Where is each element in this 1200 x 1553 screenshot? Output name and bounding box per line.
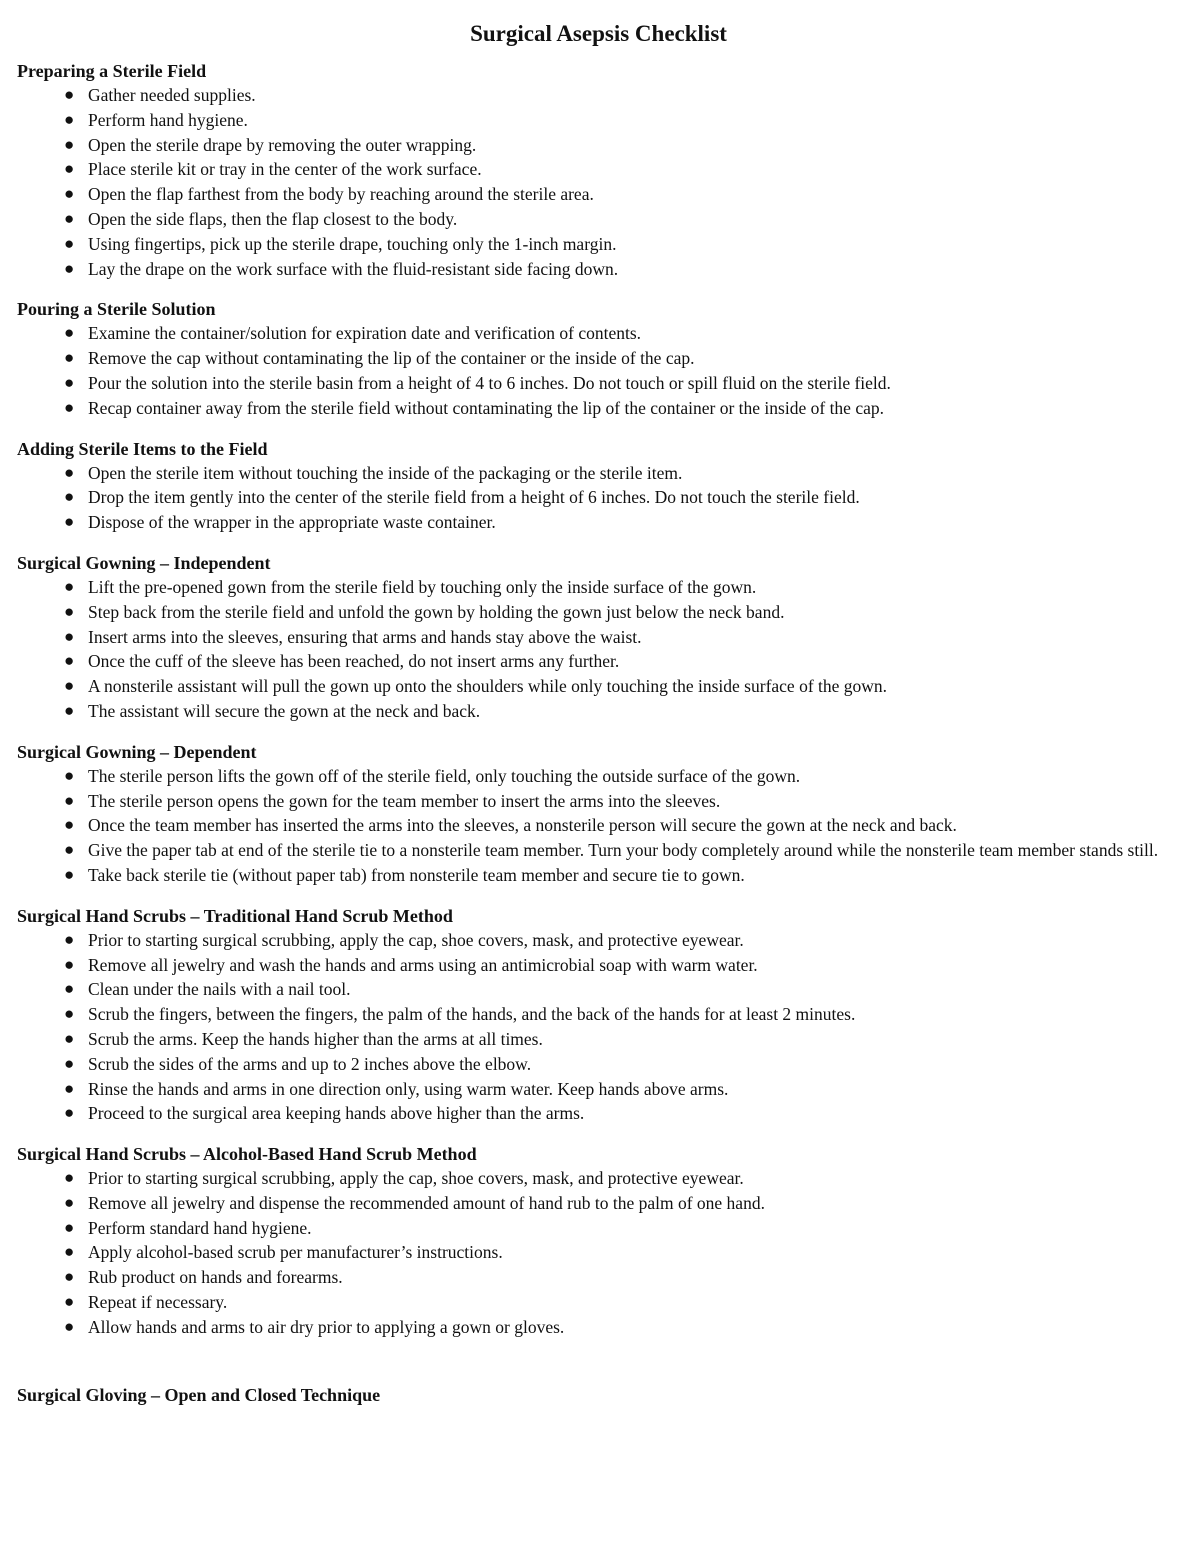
section-heading: Surgical Gloving – Open and Closed Technique: [17, 1384, 381, 1405]
list-item: ● Prior to starting surgical scrubbing, apply the cap, shoe covers, mask, and protective eyewear.: [17, 928, 1180, 953]
list-item: ● Lay the drape on the work surface with the fluid-resistant side facing down.: [17, 257, 1180, 282]
section-hand-scrub-alcohol: [17, 1143, 1180, 1340]
section-hand-scrub-traditional: [17, 905, 1180, 1126]
bullet-icon: ●: [64, 323, 75, 343]
checklist: [17, 1166, 1180, 1340]
checklist: [17, 321, 1180, 420]
bullet-icon: ●: [64, 815, 75, 835]
section-heading: Preparing a Sterile Field: [17, 61, 207, 81]
bullet-icon: ●: [64, 159, 75, 179]
bullet-icon: ●: [64, 1192, 75, 1212]
list-item: ● The sterile person lifts the gown off of the sterile field, only touching the outside surface of the gown.: [17, 764, 1180, 789]
section-preparing-sterile-field: [17, 60, 1180, 281]
bullet-icon: ●: [64, 1242, 75, 1262]
bullet-icon: ●: [64, 1004, 75, 1024]
bullet-icon: ●: [64, 765, 75, 785]
bullet-icon: ●: [64, 1168, 75, 1188]
section-gloving: [17, 1384, 1180, 1407]
bullet-icon: ●: [64, 1217, 75, 1237]
bullet-icon: ●: [64, 184, 75, 204]
bullet-icon: ●: [64, 372, 75, 392]
list-item: ● Clean under the nails with a nail tool.: [17, 977, 1180, 1002]
list-item: ● Repeat if necessary.: [17, 1290, 1180, 1315]
bullet-icon: ●: [64, 601, 75, 621]
section-gowning-dependent: [17, 741, 1180, 888]
bullet-icon: ●: [64, 840, 75, 860]
list-item: ● Rinse the hands and arms in one direction only, using warm water. Keep hands above arms.: [17, 1077, 1180, 1102]
list-item: ● Rub product on hands and forearms.: [17, 1265, 1180, 1290]
list-item: ● The sterile person opens the gown for the team member to insert the arms into the sleeves.: [17, 789, 1180, 814]
bullet-icon: ●: [64, 348, 75, 368]
list-item: ● Once the cuff of the sleeve has been reached, do not insert arms any further.: [17, 649, 1180, 674]
bullet-icon: ●: [64, 676, 75, 696]
checklist: [17, 83, 1180, 281]
list-item: ● Open the side flaps, then the flap closest to the body.: [17, 207, 1180, 232]
list-item: ● Take back sterile tie (without paper tab) from nonsterile team member and secure tie to gown.: [17, 863, 1180, 888]
bullet-icon: ●: [64, 1267, 75, 1287]
bullet-icon: ●: [64, 929, 75, 949]
list-item: ● Dispose of the wrapper in the appropriate waste container.: [17, 510, 1180, 535]
bullet-icon: ●: [64, 1103, 75, 1123]
list-item: ● Remove all jewelry and wash the hands and arms using an antimicrobial soap with warm water.: [17, 953, 1180, 978]
checklist: [17, 461, 1180, 535]
bullet-icon: ●: [64, 626, 75, 646]
bullet-icon: ●: [64, 864, 75, 884]
section-heading: Surgical Hand Scrubs – Alcohol-Based Hand Scrub Method: [17, 1144, 477, 1165]
section-heading: Adding Sterile Items to the Field: [17, 438, 268, 459]
bullet-icon: ●: [64, 1292, 75, 1312]
list-item: ● Gather needed supplies.: [17, 83, 1180, 108]
bullet-icon: ●: [64, 979, 75, 999]
list-item: ● A nonsterile assistant will pull the gown up onto the shoulders while only touching the inside surface of the gown.: [17, 674, 1180, 699]
section-gowning-independent: [17, 552, 1180, 724]
bullet-icon: ●: [64, 700, 75, 720]
bullet-icon: ●: [64, 208, 75, 228]
list-item: ● Pour the solution into the sterile basin from a height of 4 to 6 inches. Do not touch or spill fluid on the sterile field.: [17, 371, 1180, 396]
list-item: ● Lift the pre-opened gown from the sterile field by touching only the inside surface of the gown.: [17, 575, 1180, 600]
list-item: ● Using fingertips, pick up the sterile drape, touching only the 1-inch margin.: [17, 232, 1180, 257]
section-adding-sterile-items: [17, 438, 1180, 535]
list-item: ● Examine the container/solution for expiration date and verification of contents.: [17, 321, 1180, 346]
bullet-icon: ●: [64, 109, 75, 129]
bullet-icon: ●: [64, 1316, 75, 1336]
list-item: ● Open the sterile item without touching the inside of the packaging or the sterile item.: [17, 461, 1180, 486]
section-heading: Surgical Gowning – Dependent: [17, 741, 257, 762]
bullet-icon: ●: [64, 651, 75, 671]
list-item: ● The assistant will secure the gown at the neck and back.: [17, 699, 1180, 724]
bullet-icon: ●: [64, 576, 75, 596]
bullet-icon: ●: [64, 790, 75, 810]
checklist: [17, 575, 1180, 724]
list-item: ● Remove the cap without contaminating the lip of the container or the inside of the cap.: [17, 346, 1180, 371]
checklist: [17, 764, 1180, 888]
bullet-icon: ●: [64, 397, 75, 417]
list-item: ● Scrub the arms. Keep the hands higher than the arms at all times.: [17, 1027, 1180, 1052]
list-item: ● Step back from the sterile field and unfold the gown by holding the gown just below the neck band.: [17, 600, 1180, 625]
checklist: [17, 928, 1180, 1126]
list-item: ● Remove all jewelry and dispense the recommended amount of hand rub to the palm of one hand.: [17, 1191, 1180, 1216]
list-item: ● Open the sterile drape by removing the outer wrapping.: [17, 133, 1180, 158]
list-item: ● Open the flap farthest from the body by reaching around the sterile area.: [17, 182, 1180, 207]
bullet-icon: ●: [64, 487, 75, 507]
bullet-icon: ●: [64, 1053, 75, 1073]
bullet-icon: ●: [64, 1078, 75, 1098]
list-item: ● Proceed to the surgical area keeping hands above higher than the arms.: [17, 1101, 1180, 1126]
list-item: ● Drop the item gently into the center of the sterile field from a height of 6 inches. Do not touch the sterile field.: [17, 485, 1180, 510]
bullet-icon: ●: [64, 258, 75, 278]
list-item: ● Place sterile kit or tray in the center of the work surface.: [17, 157, 1180, 182]
bullet-icon: ●: [64, 512, 75, 532]
list-item: ● Allow hands and arms to air dry prior to applying a gown or gloves.: [17, 1315, 1180, 1340]
bullet-icon: ●: [64, 134, 75, 154]
list-item: ● Perform hand hygiene.: [17, 108, 1180, 133]
bullet-icon: ●: [64, 1028, 75, 1048]
list-item: ● Give the paper tab at end of the sterile tie to a nonsterile team member. Turn your body completely around while the nonsterile team member stands still.: [17, 838, 1180, 863]
section-heading: Pouring a Sterile Solution: [17, 299, 216, 320]
page-title: Surgical Asepsis Checklist: [470, 21, 727, 46]
section-pouring-sterile-solution: [17, 298, 1180, 420]
section-heading: Surgical Gowning – Independent: [17, 552, 271, 573]
list-item: ● Insert arms into the sleeves, ensuring that arms and hands stay above the waist.: [17, 625, 1180, 650]
list-item: ● Apply alcohol-based scrub per manufacturer’s instructions.: [17, 1240, 1180, 1265]
section-heading: Surgical Hand Scrubs – Traditional Hand Scrub Method: [17, 905, 453, 926]
list-item: ● Perform standard hand hygiene.: [17, 1216, 1180, 1241]
bullet-icon: ●: [64, 954, 75, 974]
list-item: ● Recap container away from the sterile field without contaminating the lip of the container or the inside of the cap.: [17, 396, 1180, 421]
list-item: ● Once the team member has inserted the arms into the sleeves, a nonsterile person will secure the gown at the neck and back.: [17, 813, 1180, 838]
bullet-icon: ●: [64, 462, 75, 482]
bullet-icon: ●: [64, 233, 75, 253]
bullet-icon: ●: [64, 85, 75, 104]
list-item: ● Prior to starting surgical scrubbing, apply the cap, shoe covers, mask, and protective eyewear.: [17, 1166, 1180, 1191]
list-item: ● Scrub the sides of the arms and up to 2 inches above the elbow.: [17, 1052, 1180, 1077]
list-item: ● Scrub the fingers, between the fingers, the palm of the hands, and the back of the hands for at least 2 minutes.: [17, 1002, 1180, 1027]
